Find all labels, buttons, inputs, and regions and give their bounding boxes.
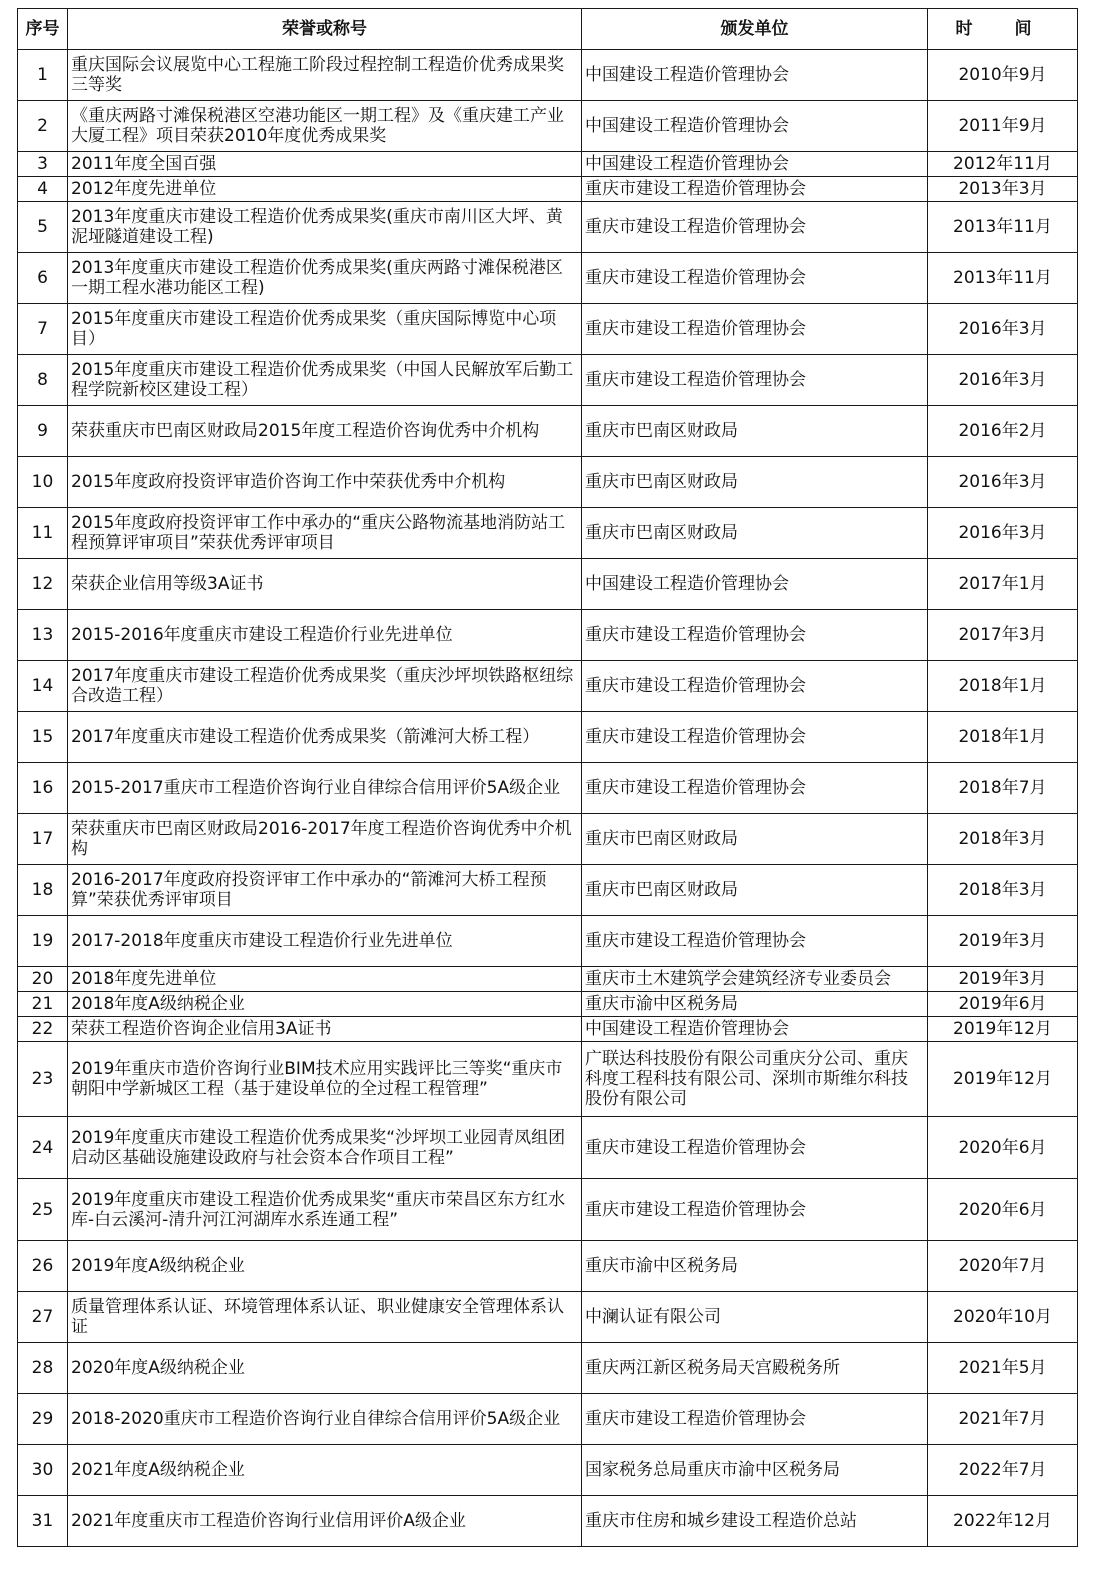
cell-honor: 2020年度A级纳税企业 bbox=[68, 1343, 582, 1394]
cell-time: 2020年6月 bbox=[928, 1179, 1078, 1241]
cell-issuer: 重庆市巴南区财政局 bbox=[582, 508, 928, 559]
cell-time: 2017年3月 bbox=[928, 610, 1078, 661]
table-row bbox=[18, 1179, 1078, 1241]
cell-no: 17 bbox=[18, 814, 68, 865]
cell-honor: 2018年度先进单位 bbox=[68, 967, 582, 992]
cell-honor: 荣获企业信用等级3A证书 bbox=[68, 559, 582, 610]
cell-issuer: 重庆市巴南区财政局 bbox=[582, 814, 928, 865]
cell-issuer: 重庆市巴南区财政局 bbox=[582, 457, 928, 508]
cell-honor: 2019年重庆市造价咨询行业BIM技术应用实践评比三等奖“重庆市朝阳中学新城区工程（基于建设单位的全过程工程管理” bbox=[68, 1042, 582, 1117]
cell-no: 30 bbox=[18, 1445, 68, 1496]
table-row bbox=[18, 814, 1078, 865]
cell-issuer: 重庆市建设工程造价管理协会 bbox=[582, 304, 928, 355]
cell-honor: 《重庆两路寸滩保税港区空港功能区一期工程》及《重庆建工产业大厦工程》项目荣获2010年度优秀成果奖 bbox=[68, 101, 582, 152]
table-row bbox=[18, 508, 1078, 559]
cell-issuer: 重庆市建设工程造价管理协会 bbox=[582, 661, 928, 712]
table-row bbox=[18, 177, 1078, 202]
table-row bbox=[18, 1445, 1078, 1496]
cell-no: 7 bbox=[18, 304, 68, 355]
table-row bbox=[18, 1017, 1078, 1042]
cell-honor: 2018年度A级纳税企业 bbox=[68, 992, 582, 1017]
cell-no: 12 bbox=[18, 559, 68, 610]
cell-issuer: 重庆市建设工程造价管理协会 bbox=[582, 712, 928, 763]
cell-time: 2022年12月 bbox=[928, 1496, 1078, 1547]
cell-honor: 2017-2018年度重庆市建设工程造价行业先进单位 bbox=[68, 916, 582, 967]
cell-no: 8 bbox=[18, 355, 68, 406]
cell-time: 2018年7月 bbox=[928, 763, 1078, 814]
cell-issuer: 广联达科技股份有限公司重庆分公司、重庆科度工程科技有限公司、深圳市斯维尔科技股份有限公司 bbox=[582, 1042, 928, 1117]
cell-issuer: 重庆市建设工程造价管理协会 bbox=[582, 202, 928, 253]
cell-issuer: 重庆市建设工程造价管理协会 bbox=[582, 916, 928, 967]
cell-time: 2013年11月 bbox=[928, 202, 1078, 253]
cell-time: 2021年5月 bbox=[928, 1343, 1078, 1394]
cell-time: 2016年2月 bbox=[928, 406, 1078, 457]
cell-issuer: 重庆市巴南区财政局 bbox=[582, 865, 928, 916]
cell-honor: 2021年度重庆市工程造价咨询行业信用评价A级企业 bbox=[68, 1496, 582, 1547]
header-honor: 荣誉或称号 bbox=[68, 9, 582, 50]
cell-honor: 质量管理体系认证、环境管理体系认证、职业健康安全管理体系认证 bbox=[68, 1292, 582, 1343]
cell-no: 15 bbox=[18, 712, 68, 763]
header-issuer: 颁发单位 bbox=[582, 9, 928, 50]
cell-honor: 2015年度政府投资评审工作中承办的“重庆公路物流基地消防站工程预算评审项目”荣获优秀评审项目 bbox=[68, 508, 582, 559]
cell-no: 10 bbox=[18, 457, 68, 508]
cell-honor: 2021年度A级纳税企业 bbox=[68, 1445, 582, 1496]
cell-issuer: 重庆市住房和城乡建设工程造价总站 bbox=[582, 1496, 928, 1547]
cell-issuer: 重庆两江新区税务局天宫殿税务所 bbox=[582, 1343, 928, 1394]
cell-time: 2018年1月 bbox=[928, 661, 1078, 712]
table-row bbox=[18, 763, 1078, 814]
cell-no: 5 bbox=[18, 202, 68, 253]
cell-honor: 重庆国际会议展览中心工程施工阶段过程控制工程造价优秀成果奖三等奖 bbox=[68, 50, 582, 101]
cell-no: 18 bbox=[18, 865, 68, 916]
cell-no: 28 bbox=[18, 1343, 68, 1394]
table-row bbox=[18, 304, 1078, 355]
cell-time: 2016年3月 bbox=[928, 304, 1078, 355]
table-row bbox=[18, 1496, 1078, 1547]
table-row bbox=[18, 559, 1078, 610]
cell-no: 11 bbox=[18, 508, 68, 559]
table-row bbox=[18, 1117, 1078, 1179]
cell-issuer: 中国建设工程造价管理协会 bbox=[582, 559, 928, 610]
cell-no: 26 bbox=[18, 1241, 68, 1292]
cell-no: 24 bbox=[18, 1117, 68, 1179]
table-row bbox=[18, 152, 1078, 177]
cell-time: 2020年10月 bbox=[928, 1292, 1078, 1343]
table-row bbox=[18, 202, 1078, 253]
cell-no: 20 bbox=[18, 967, 68, 992]
cell-issuer: 中国建设工程造价管理协会 bbox=[582, 101, 928, 152]
cell-issuer: 重庆市建设工程造价管理协会 bbox=[582, 1117, 928, 1179]
cell-time: 2020年7月 bbox=[928, 1241, 1078, 1292]
header-time: 时 间 bbox=[928, 9, 1078, 50]
cell-issuer: 重庆市建设工程造价管理协会 bbox=[582, 763, 928, 814]
table-row bbox=[18, 916, 1078, 967]
cell-honor: 2015年度政府投资评审造价咨询工作中荣获优秀中介机构 bbox=[68, 457, 582, 508]
cell-time: 2012年11月 bbox=[928, 152, 1078, 177]
table-row bbox=[18, 992, 1078, 1017]
cell-honor: 2019年度重庆市建设工程造价优秀成果奖“重庆市荣昌区东方红水库-白云溪河-清升河江河湖库水系连通工程” bbox=[68, 1179, 582, 1241]
cell-time: 2013年3月 bbox=[928, 177, 1078, 202]
cell-time: 2019年12月 bbox=[928, 1042, 1078, 1117]
table-row bbox=[18, 610, 1078, 661]
table-header bbox=[18, 9, 1078, 50]
cell-time: 2016年3月 bbox=[928, 508, 1078, 559]
table-row bbox=[18, 865, 1078, 916]
table-row bbox=[18, 406, 1078, 457]
cell-issuer: 重庆市建设工程造价管理协会 bbox=[582, 355, 928, 406]
header-no: 序号 bbox=[18, 9, 68, 50]
cell-time: 2021年7月 bbox=[928, 1394, 1078, 1445]
cell-time: 2013年11月 bbox=[928, 253, 1078, 304]
honors-table bbox=[17, 8, 1078, 1547]
cell-honor: 2017年度重庆市建设工程造价优秀成果奖（箭滩河大桥工程） bbox=[68, 712, 582, 763]
cell-issuer: 国家税务总局重庆市渝中区税务局 bbox=[582, 1445, 928, 1496]
table-body bbox=[18, 50, 1078, 1547]
cell-issuer: 重庆市建设工程造价管理协会 bbox=[582, 253, 928, 304]
cell-issuer: 重庆市渝中区税务局 bbox=[582, 1241, 928, 1292]
header-row bbox=[18, 9, 1078, 50]
cell-time: 2018年3月 bbox=[928, 865, 1078, 916]
cell-no: 21 bbox=[18, 992, 68, 1017]
cell-time: 2018年1月 bbox=[928, 712, 1078, 763]
table-row bbox=[18, 355, 1078, 406]
cell-honor: 荣获重庆市巴南区财政局2016-2017年度工程造价咨询优秀中介机构 bbox=[68, 814, 582, 865]
cell-no: 6 bbox=[18, 253, 68, 304]
table-row bbox=[18, 253, 1078, 304]
cell-no: 14 bbox=[18, 661, 68, 712]
cell-no: 29 bbox=[18, 1394, 68, 1445]
cell-time: 2016年3月 bbox=[928, 457, 1078, 508]
cell-time: 2019年3月 bbox=[928, 916, 1078, 967]
table-row bbox=[18, 1292, 1078, 1343]
cell-no: 23 bbox=[18, 1042, 68, 1117]
cell-no: 22 bbox=[18, 1017, 68, 1042]
cell-no: 4 bbox=[18, 177, 68, 202]
cell-issuer: 中国建设工程造价管理协会 bbox=[582, 152, 928, 177]
cell-no: 13 bbox=[18, 610, 68, 661]
table-row bbox=[18, 457, 1078, 508]
table-row bbox=[18, 1394, 1078, 1445]
cell-time: 2022年7月 bbox=[928, 1445, 1078, 1496]
cell-issuer: 中国建设工程造价管理协会 bbox=[582, 50, 928, 101]
cell-honor: 2015年度重庆市建设工程造价优秀成果奖（重庆国际博览中心项目） bbox=[68, 304, 582, 355]
cell-honor: 荣获工程造价咨询企业信用3A证书 bbox=[68, 1017, 582, 1042]
cell-no: 1 bbox=[18, 50, 68, 101]
cell-time: 2019年12月 bbox=[928, 1017, 1078, 1042]
cell-no: 19 bbox=[18, 916, 68, 967]
cell-issuer: 中国建设工程造价管理协会 bbox=[582, 1017, 928, 1042]
cell-honor: 2013年度重庆市建设工程造价优秀成果奖(重庆市南川区大坪、黄泥垭隧道建设工程) bbox=[68, 202, 582, 253]
cell-honor: 2017年度重庆市建设工程造价优秀成果奖（重庆沙坪坝铁路枢纽综合改造工程） bbox=[68, 661, 582, 712]
cell-issuer: 重庆市建设工程造价管理协会 bbox=[582, 1179, 928, 1241]
cell-honor: 2019年度A级纳税企业 bbox=[68, 1241, 582, 1292]
cell-no: 2 bbox=[18, 101, 68, 152]
table-row bbox=[18, 661, 1078, 712]
cell-honor: 2019年度重庆市建设工程造价优秀成果奖“沙坪坝工业园青凤组团启动区基础设施建设政府与社会资本合作项目工程” bbox=[68, 1117, 582, 1179]
cell-honor: 2012年度先进单位 bbox=[68, 177, 582, 202]
cell-no: 16 bbox=[18, 763, 68, 814]
cell-no: 25 bbox=[18, 1179, 68, 1241]
cell-honor: 2018-2020重庆市工程造价咨询行业自律综合信用评价5A级企业 bbox=[68, 1394, 582, 1445]
cell-issuer: 重庆市巴南区财政局 bbox=[582, 406, 928, 457]
cell-no: 3 bbox=[18, 152, 68, 177]
table-row bbox=[18, 1042, 1078, 1117]
cell-honor: 2015-2017重庆市工程造价咨询行业自律综合信用评价5A级企业 bbox=[68, 763, 582, 814]
cell-honor: 2016-2017年度政府投资评审工作中承办的“箭滩河大桥工程预算”荣获优秀评审项目 bbox=[68, 865, 582, 916]
cell-time: 2011年9月 bbox=[928, 101, 1078, 152]
cell-honor: 2011年度全国百强 bbox=[68, 152, 582, 177]
cell-no: 9 bbox=[18, 406, 68, 457]
cell-issuer: 重庆市建设工程造价管理协会 bbox=[582, 177, 928, 202]
cell-honor: 2013年度重庆市建设工程造价优秀成果奖(重庆两路寸滩保税港区一期工程水港功能区工程) bbox=[68, 253, 582, 304]
cell-issuer: 重庆市建设工程造价管理协会 bbox=[582, 1394, 928, 1445]
cell-time: 2017年1月 bbox=[928, 559, 1078, 610]
cell-time: 2020年6月 bbox=[928, 1117, 1078, 1179]
cell-no: 31 bbox=[18, 1496, 68, 1547]
table-row bbox=[18, 712, 1078, 763]
cell-time: 2010年9月 bbox=[928, 50, 1078, 101]
table-row bbox=[18, 50, 1078, 101]
cell-honor: 2015年度重庆市建设工程造价优秀成果奖（中国人民解放军后勤工程学院新校区建设工程） bbox=[68, 355, 582, 406]
cell-issuer: 重庆市土木建筑学会建筑经济专业委员会 bbox=[582, 967, 928, 992]
cell-issuer: 重庆市渝中区税务局 bbox=[582, 992, 928, 1017]
table-row bbox=[18, 1343, 1078, 1394]
cell-honor: 荣获重庆市巴南区财政局2015年度工程造价咨询优秀中介机构 bbox=[68, 406, 582, 457]
cell-time: 2018年3月 bbox=[928, 814, 1078, 865]
cell-time: 2016年3月 bbox=[928, 355, 1078, 406]
table-row bbox=[18, 1241, 1078, 1292]
cell-no: 27 bbox=[18, 1292, 68, 1343]
table-row bbox=[18, 967, 1078, 992]
cell-time: 2019年3月 bbox=[928, 967, 1078, 992]
cell-issuer: 重庆市建设工程造价管理协会 bbox=[582, 610, 928, 661]
cell-honor: 2015-2016年度重庆市建设工程造价行业先进单位 bbox=[68, 610, 582, 661]
table-row bbox=[18, 101, 1078, 152]
cell-time: 2019年6月 bbox=[928, 992, 1078, 1017]
cell-issuer: 中澜认证有限公司 bbox=[582, 1292, 928, 1343]
